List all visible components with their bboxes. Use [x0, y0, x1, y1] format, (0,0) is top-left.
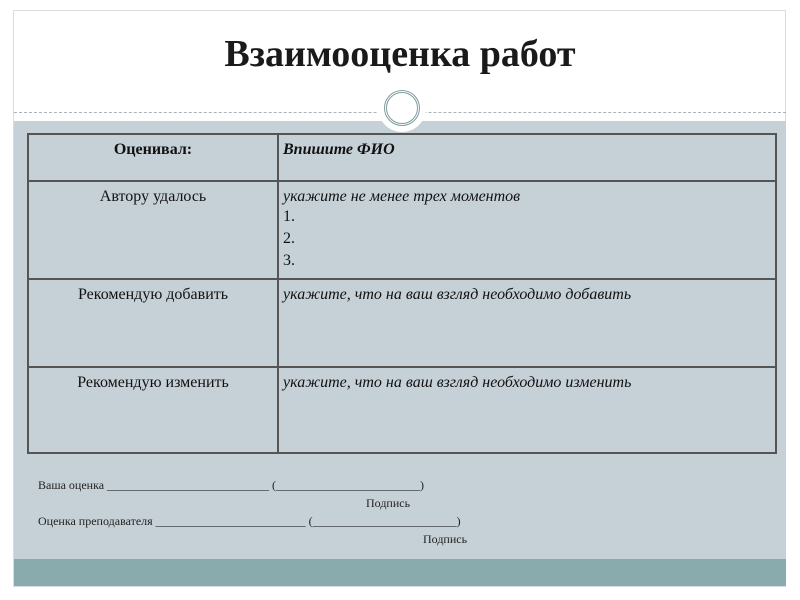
row-value[interactable] — [278, 181, 776, 279]
signature-label: Подпись — [366, 496, 411, 510]
table-row — [28, 367, 776, 453]
list-item: 3. — [283, 252, 295, 269]
bottom-band — [14, 559, 786, 586]
evaluation-table — [27, 133, 777, 454]
list-item: 1. — [283, 208, 295, 225]
circle-ornament-icon — [384, 90, 420, 126]
row-value[interactable]: укажите, что на ваш взгляд необходимо добавить — [278, 279, 776, 367]
row-label: Рекомендую добавить — [28, 279, 278, 367]
row-label: Автору удалось — [28, 181, 278, 279]
teacher-grade-line[interactable]: Оценка преподавателя _________________________ (________________________) — [38, 514, 461, 528]
numbered-list — [283, 206, 771, 272]
row-value[interactable]: Впишите ФИО — [278, 134, 776, 181]
row-value[interactable]: укажите, что на ваш взгляд необходимо изменить — [278, 367, 776, 453]
signature-label: Подпись — [423, 532, 468, 546]
row-hint: укажите не менее трех моментов — [283, 188, 521, 205]
list-item: 2. — [283, 230, 295, 247]
table-row — [28, 134, 776, 181]
row-label: Оценивал: — [28, 134, 278, 181]
table-row — [28, 181, 776, 279]
row-label: Рекомендую изменить — [28, 367, 278, 453]
page-title: Взаимооценка работ — [224, 33, 576, 75]
table-row — [28, 279, 776, 367]
student-grade-line[interactable]: Ваша оценка ___________________________ (________________________) — [38, 478, 425, 492]
